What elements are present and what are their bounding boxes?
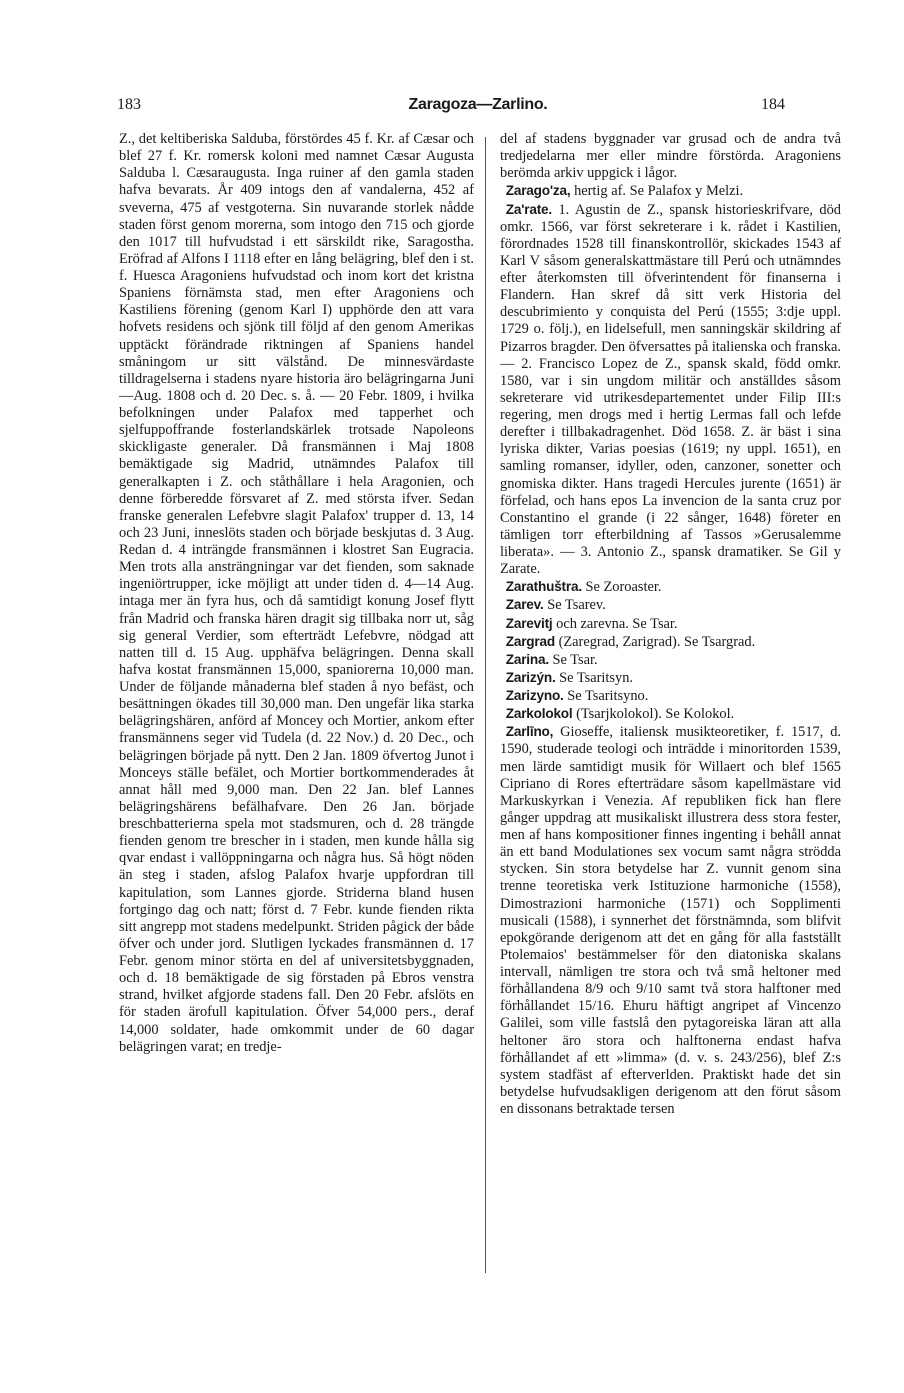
page-number-left: 183 [117,96,141,113]
entry-zarevitj [500,615,841,633]
entry-headword: Zarizýn. [505,669,556,685]
left-column [119,131,474,1056]
entry-headword: Zargrad [505,633,555,649]
entry-text: (Tsarjkolokol). Se Kolokol. [576,706,735,723]
entry-zarkolokol [500,705,841,723]
entry-zarina [500,651,841,669]
entry-headword: Zarago'za, [505,183,571,199]
entry-text: 1. Agustin de Z., spansk historieskrifvare, död omkr. 1566, var först sekreterare i k. rådet i Kastilien, förordnades 1528 till finanskontrollör, skickades 1543 af Karl V såsom generalskattmästare till Perú och utnämndes efter återkomsten till öfverintendent för finanserna i Flandern. Han skref då sitt verk Historia del descubrimiento y conquista del Perú (1555; 3:dje uppl. 1729 o. följ.), en lidelsefull, men sanningskär skildring af Pizarros bragder. Den öfversattes på italienska och franska. — 2. Francisco Lopez de Z., spansk skald, född omkr. 1580, var i sin ungdom militär och anställdes såsom sekreterare vid utrikesdepartementet under Filip III:s regering, men drogs med i hertig Lermas fall och lefde derefter i tillbakadragenhet. Död 1658. Z. är bäst i sina lyriska dikter, Varias poesias (1619; ny uppl. 1651), en samling romanser, idyller, oden, canzoner, sonetter och gnomiska dikter. Hans tragedi Hercules jurente (1651) är förfelad, och hans epos La invencion de la santa cruz por Constantino el grande (i 22 sånger, 1648) företer en tämligen torr efterbildning af Tassos »Gerusalemme liberata». — 3. Antonio Z., spansk dramatiker. Se Gil y Zarate. [500,201,841,578]
entry-headword: Zarevitj [505,615,553,631]
right-column [500,131,841,1118]
running-title: Zaragoza—Zarlino. [408,96,548,113]
entry-headword: Zarathuštra. [505,579,582,595]
entry-zarizyno [500,687,841,705]
entry-text: och zarevna. Se Tsar. [556,615,678,632]
continuation-paragraph: del af stadens byggnader var grusad och de andra två tredjedelarna mer eller mindre förstörda. Aragoniens berömda arkiv uppgick i lågor. [500,131,841,182]
entry-zarathustra [500,578,841,596]
entry-zarlino [500,723,841,1118]
entry-headword: Zarev. [505,597,544,613]
entry-text: (Zaregrad, Zarigrad). Se Tsargrad. [558,633,756,650]
entry-text: Gioseffe, italiensk musikteoretiker, f. 1517, d. 1590, studerade teologi och inträdde i minoritorden 1539, men lärde samtidigt musik för Willaert och blef 1565 Cipriano di Rores efterträdare såsom kapellmästare vid Markuskyrkan i Venezia. Af republiken fick han flere gånger uppdrag att musikaliskt illustrera dess stora fester, men af hans kompositioner finnes ingenting i behåll annat än ett band Modulationes sex vocum samt några strödda stycken. Sin stora betydelse har Z. vunnit genom sina trenne teoretiska verk Istituzione harmoniche (1558), Dimostrazioni harmoniche (1571) och Sopplimenti musicali (1588), i synnerhet det förstnämnda, som blifvit epokgörande derigenom att det en gång för alla fastställt Ptolemaios' bestämmelser för den diatoniska skalans intervall, nämligen tre stora och två små heltoner med förhållandena 8/9 och 9/10 samt två stora halftoner med förhållandet 15/16. Ehuru häftigt angripet af Vincenzo Galilei, som ville fastslå den pytagoreiska läran att alla heltoner äro stora och halftonerna endast hafva förhållandet af ett »limma» (d. v. s. 243/256), blef Z:s system stadfäst af efterverlden. Praktiskt hade det sin betydelse hufvudsakligen derigenom att den förut såsom en dissonans betraktade tersen [500,724,841,1117]
entry-zarizyn [500,669,841,687]
entry-text: Se Tsaritsyno. [567,688,649,704]
page-number-right: 184 [761,96,785,113]
entry-text: Se Tsaritsyn. [559,669,634,686]
entry-headword: Zarkolokol [505,706,573,722]
entry-headword: Zarina. [505,651,549,667]
left-column-text: Z., det keltiberiska Salduba, förstördes 45 f. Kr. af Cæsar och blef 27 f. Kr. romersk koloni med namnet Cæsar Augusta Salduba l. Cæsaraugusta. Inga ruiner af den gamla staden hafva bevarats. År 409 intogs den af vandalerna, 452 af sveverna, 475 af vestgoterna. Sin nuvarande storlek nådde staden först genom morerna, som intogo den 715 och gjorde den 1017 till hufvudstad i ett särskildt rike, Saragostha. Eröfrad af Alfons I 1118 efter en lång belägring, blef den i st. f. Huesca Aragoniens hufvudstad och inom kort det kristna Spaniens förnämsta stad, men efter Aragoniens och Kastiliens förening (genom Karl I) upphörde den att vara hofvets residens och sjönk till följd af den genom Amerikas upptäckt förändrade riktningen af Spaniens handel småningom ur sitt välstånd. De minnesvärdaste tilldragelserna i stadens nyare historia äro belägringarna Juni—Aug. 1808 och d. 20 Dec. s. å. — 20 Febr. 1809, i hvilka befolkningen under Palafox med tapperhet och sjelfuppoffrande fosterlandskärlek trotsade Napoleons skickligaste generaler. Då fransmännen i Maj 1808 bemäktigade sig Madrid, utnämndes Palafox till generalkapten i Z. och ståthållare i hela Aragonien, och denne förberedde försvaret af Z. med största ifver. Sedan franske generalen Lefebvre slagit Palafox' trupper d. 13, 14 och 23 Juni, inneslöts staden och började beskjutas d. 3 Aug. Redan d. 4 inträngde fransmännen i klostret San Eugracia. Men trots alla ansträngningar var det fienden, som saknade ingeniörtrupper, icke möjligt att under tiden d. 4—14 Aug. intaga mer än fyra hus, och då samtidigt konung Josef flytt från Madrid och franska hären dragit sig tillbaka norr ut, såg sig general Verdier, som efterträdt Lefebvre, nödgad att natten till d. 15 Aug. upphäfva belägringen. Denna skall hafva kostat fransmännen 15,000, spaniorerna 10,000 man. Under de följande månaderna blef staden å nyo befäst, och besättningen ökades till 30,000 man. Den ungefär lika starka belägringshären, anförd af Moncey och Mortier, ankom efter fransmännens seger vid Tudela (d. 22 Nov.) d. 20 Dec., och belägringen började på nytt. Den 2 Jan. 1809 öfvertog Junot i Monceys ställe befälet, och Mortier bortkommenderades åt annat håll med 9,000 man. Den 22 Jan. blef Lannes belägringshärens befälhafvare. Den 26 Jan. började breschbatterierna spela mot stadsmuren, och d. 28 trängde fienden genom tre brescher in i staden, men kunde hålla sig qvar endast i vallöppningarna och några hus. Så högt nöden än steg i staden, afslog Palafox hvarje uppfordran till kapitulation, som Lannes gjorde. Striderna bland husen fortgingo dag och natt; först d. 7 Febr. kunde fienden rikta sitt angrepp mot stadens medelpunkt. Striden pågick der både öfver och under jord. Slutligen lyckades fransmännen d. 17 Febr. genom minor störta en del af universitetsbyggnaden, och d. 18 bemäktigade de sig förstaden på Ebros venstra strand, hvilket afgjorde stadens fall. Den 20 Febr. afslöts en för staden ärofull kapitulation. Öfver 54,000 pers., deraf 14,000 soldater, hade omkommit under de 60 dagar belägringen varat; en tredje- [119,131,474,1055]
entry-text: Se Tsarev. [547,597,606,614]
page-header [0,96,904,120]
entry-zaragoza [500,182,841,200]
entry-text: hertig af. Se Palafox y Melzi. [574,183,744,200]
column-divider [485,137,486,1273]
entry-headword: Zarlīno, [505,724,554,740]
entry-zargrad [500,633,841,651]
entry-zarev [500,596,841,614]
entry-headword: Za'rate. [505,201,552,217]
entry-text: Se Tsar. [552,651,598,668]
entry-zarate [500,201,841,579]
entry-headword: Zarizyno. [505,688,564,703]
entry-text: Se Zoroaster. [585,579,662,596]
